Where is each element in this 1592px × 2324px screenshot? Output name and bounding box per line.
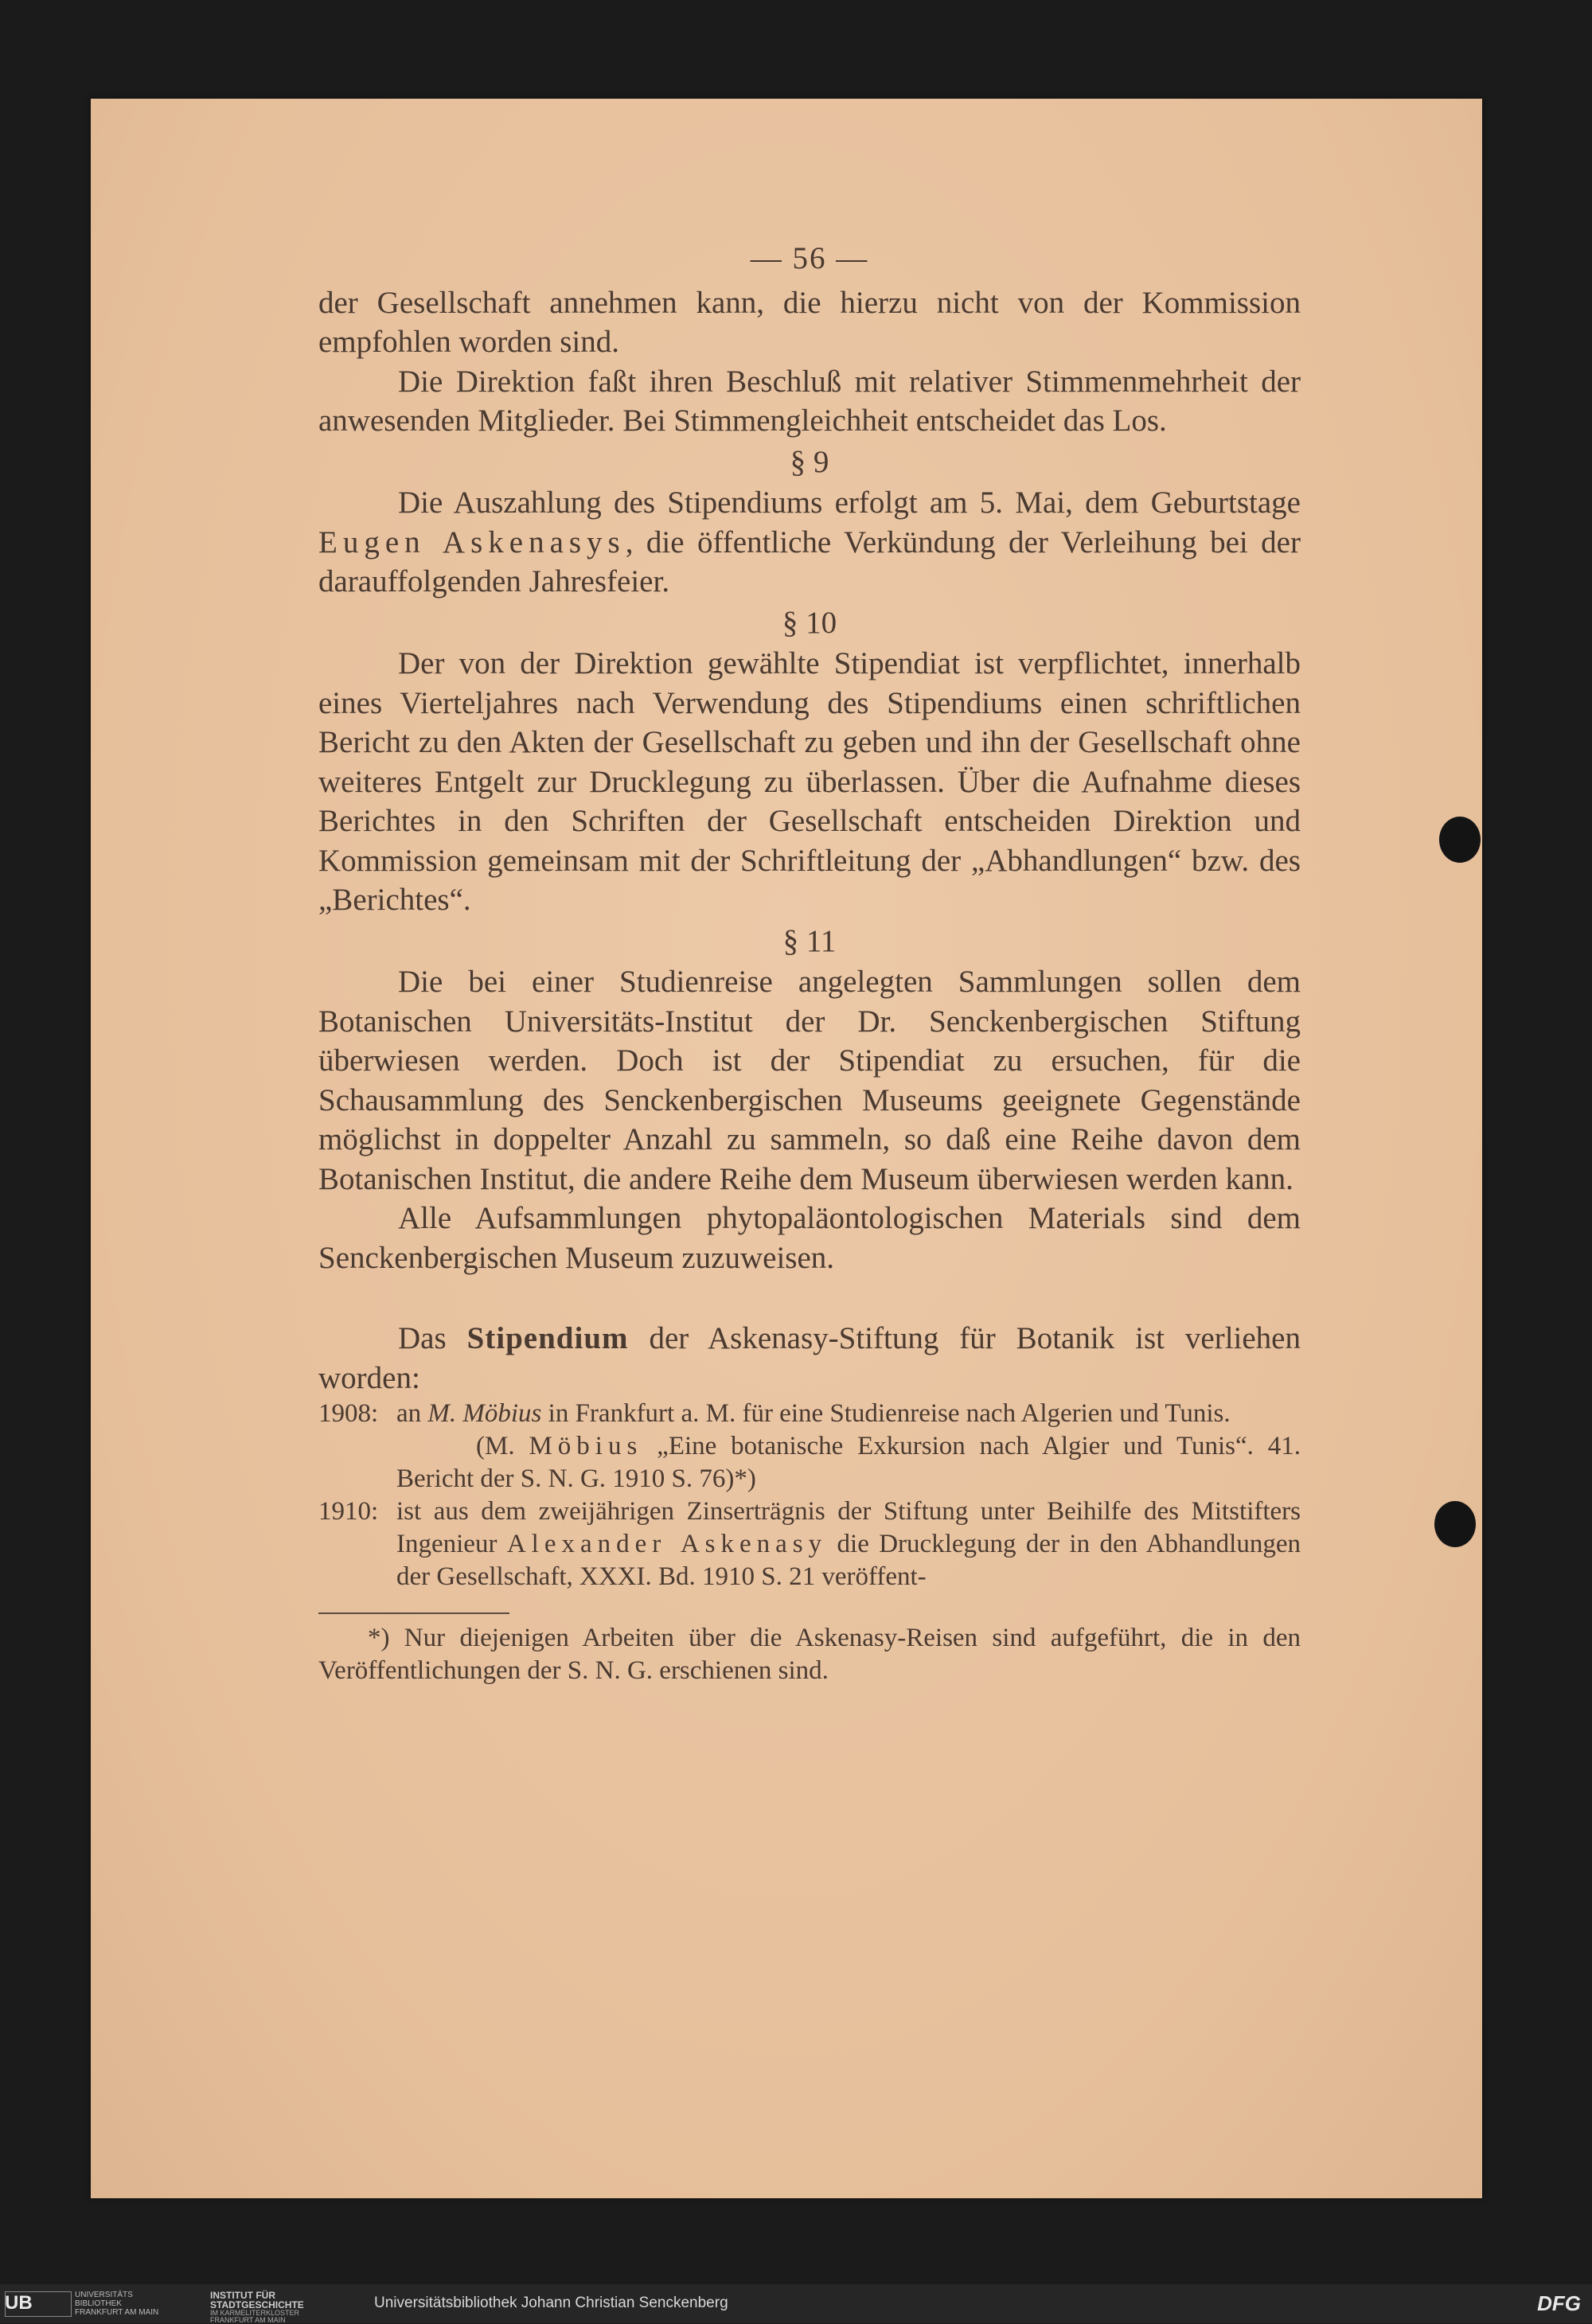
- reference-text: [396, 1430, 1301, 1495]
- page-number: — 56 —: [750, 241, 869, 275]
- isg-logo-subtitle: IM KARMELITERKLOSTER FRANKFURT AM MAIN: [210, 2309, 300, 2324]
- paragraph: Die Direktion faßt ihren Beschluß mit relativer Stimmenmehrheit der anwesenden Mitglieder. Bei Stimmengleichheit entscheidet das Los.: [318, 364, 1301, 438]
- person-name: M. Möbius: [427, 1399, 542, 1428]
- award-entry-reference: [318, 1430, 1301, 1495]
- text: „Eine botanische Exkursion nach Algier und Tunis“. 41. Bericht der S. N. G. 1910 S. 76)*): [396, 1432, 1301, 1493]
- section-heading: § 11: [782, 923, 837, 958]
- text: in Frankfurt a. M. für eine Studienreise nach Algerien und Tunis.: [541, 1399, 1231, 1428]
- paragraph: Die bei einer Studienreise angelegten Sammlungen sollen dem Botanischen Universitäts-Institut der Dr. Senckenbergischen Stiftung überwiesen werden. Doch ist der Stipendiat zu ersuchen, für die Schausammlung des Senckenbergischen Museums geeignete Gegenstände möglichst in doppelter Anzahl zu sammeln, so daß eine Reihe davon dem Botanischen Institut, die andere Reihe dem Museum überwiesen werden kann.: [318, 965, 1301, 1196]
- footnote-rule: [318, 1612, 509, 1614]
- ub-logo-text: UB: [5, 2292, 33, 2314]
- entry-text: [396, 1495, 1301, 1593]
- punch-hole: [1439, 817, 1481, 863]
- bold-term: Stipendium: [466, 1321, 629, 1355]
- award-list: [318, 1398, 1301, 1687]
- ub-logo-subtitle: UNIVERSITÄTS BIBLIOTHEK FRANKFURT AM MAIN: [75, 2291, 159, 2317]
- entry-text: [396, 1398, 1301, 1430]
- paragraph: Der von der Direktion gewählte Stipendiat ist verpflichtet, innerhalb eines Vierteljahres nach Verwendung des Stipendiums einen schriftlichen Bericht zu den Akten der Gesellschaft zu geben und ihn der Gesellschaft ohne weiteres Entgelt zur Drucklegung zu überlassen. Über die Aufnahme dieses Berichtes in den Schriften der Gesellschaft entscheiden Direktion und Kommission gemeinsam mit der Schriftleitung der „Abhandlungen“ bzw. des „Berichtes“.: [318, 646, 1301, 917]
- paragraph: [318, 483, 1301, 602]
- entry-year: 1908:: [318, 1399, 379, 1428]
- entry-year: 1910:: [318, 1497, 379, 1526]
- person-name: Möbius: [529, 1432, 643, 1460]
- paragraph: [318, 1319, 1301, 1398]
- section-heading: § 9: [790, 444, 829, 479]
- person-name: Eugen Askenasys: [318, 524, 626, 560]
- text: , die öffentliche Verkündung der Verleihung bei der darauffolgenden Jahresfeier.: [318, 524, 1301, 599]
- award-entry: [318, 1495, 1301, 1593]
- text: der Askenasy-Stiftung für Botanik ist verliehen worden:: [318, 1321, 1301, 1395]
- punch-hole: [1434, 1501, 1476, 1547]
- paragraph: der Gesellschaft annehmen kann, die hierzu nicht von der Kommission empfohlen worden sind.: [318, 285, 1301, 359]
- section-heading: § 10: [782, 605, 837, 640]
- page-text: [318, 239, 1301, 1687]
- text: (M.: [476, 1432, 529, 1460]
- viewer-footer-bar: [0, 2284, 1592, 2323]
- dfg-logo[interactable]: DFG: [1537, 2291, 1581, 2315]
- library-name: Universitätsbibliothek Johann Christian Senckenberg: [374, 2295, 728, 2311]
- footnote: *) Nur diejenigen Arbeiten über die Askenasy-Reisen sind aufgeführt, die in den Veröffentlichungen der S. N. G. erschienen sind.: [318, 1624, 1301, 1685]
- text: an: [396, 1399, 428, 1428]
- text: die Drucklegung der in den Abhandlungen der Gesellschaft, XXXI. Bd. 1910 S. 21 veröffent-: [396, 1530, 1301, 1591]
- isg-logo-text[interactable]: INSTITUT FÜR STADTGESCHICHTE: [210, 2290, 304, 2310]
- award-entry: [318, 1398, 1301, 1430]
- text: Das: [398, 1321, 467, 1355]
- text: ist aus dem zweijährigen Zinserträgnis der Stiftung unter Beihilfe des Mitstifters Ingenieur: [396, 1497, 1301, 1558]
- person-name: Alexander Askenasy: [506, 1530, 828, 1558]
- paragraph: Alle Aufsammlungen phytopaläontologischen Materials sind dem Senckenbergischen Museum zuzuweisen.: [318, 1201, 1301, 1275]
- text: Die Auszahlung des Stipendiums erfolgt am 5. Mai, dem Geburtstage: [398, 485, 1301, 520]
